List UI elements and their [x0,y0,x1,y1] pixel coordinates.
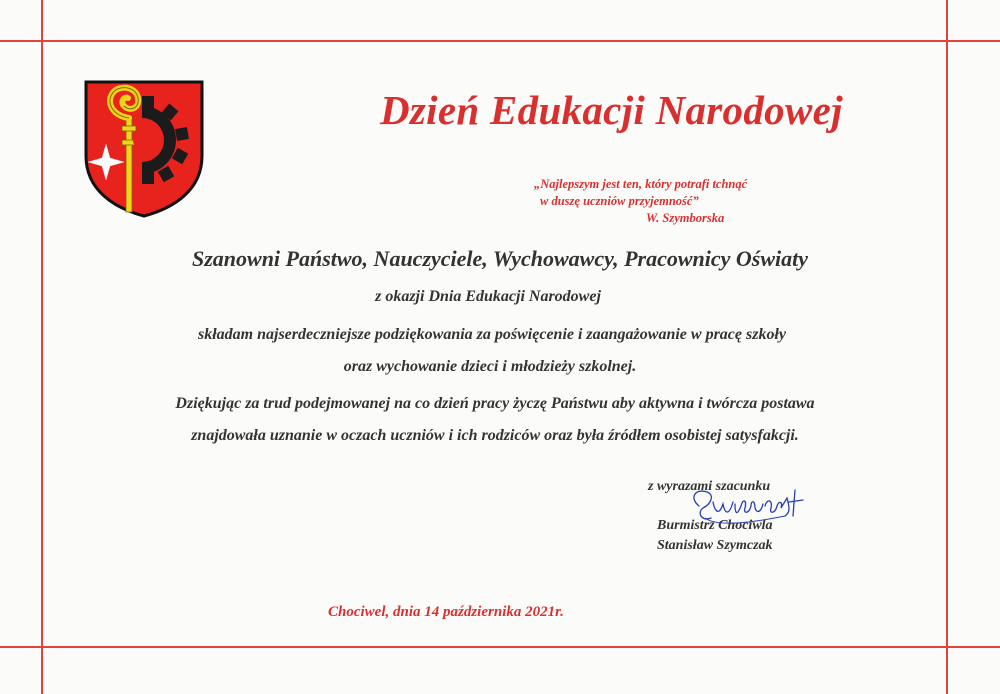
paragraph-line: składam najserdeczniejsze podziękowania za poświęcenie i zaangażowanie w pracę szkoły [197,326,786,343]
coat-of-arms-icon [82,78,206,218]
quote-line-2: w duszę uczniów przyjemność” [540,194,699,208]
greeting: Szanowni Państwo, Nauczyciele, Wychowawcy, Pracownicy Oświaty [191,246,808,271]
paragraph-line: znajdowała uznanie w oczach uczniów i ich rodziców oraz była źródłem osobistej satysfakcji. [191,427,799,444]
place-and-date: Chociwel, dnia 14 października 2021r. [328,604,564,620]
bottom-border-line [0,646,1000,648]
signer-role: Burmistrz Chociwla [657,518,773,533]
paragraph-line: oraz wychowanie dzieci i młodzieży szkolnej. [343,358,637,375]
signer-name: Stanisław Szymczak [657,538,773,553]
top-border-line [0,40,1000,42]
paragraph-line: z okazji Dnia Edukacji Narodowej [375,288,601,305]
right-border-line [946,0,948,694]
handwritten-signature [685,486,810,530]
left-border-line [41,0,43,694]
quote-author: W. Szymborska [646,211,725,225]
quote-block [534,176,834,227]
document-title: Dzień Edukacji Narodowej [380,87,843,133]
closing-regards: z wyrazami szacunku [648,479,771,494]
paragraph-line: Dziękując za trud podejmowanej na co dzień pracy życzę Państwu aby aktywna i twórcza postawa [175,395,815,412]
quote-line-1: „Najlepszym jest ten, który potrafi tchnąć [534,177,748,191]
